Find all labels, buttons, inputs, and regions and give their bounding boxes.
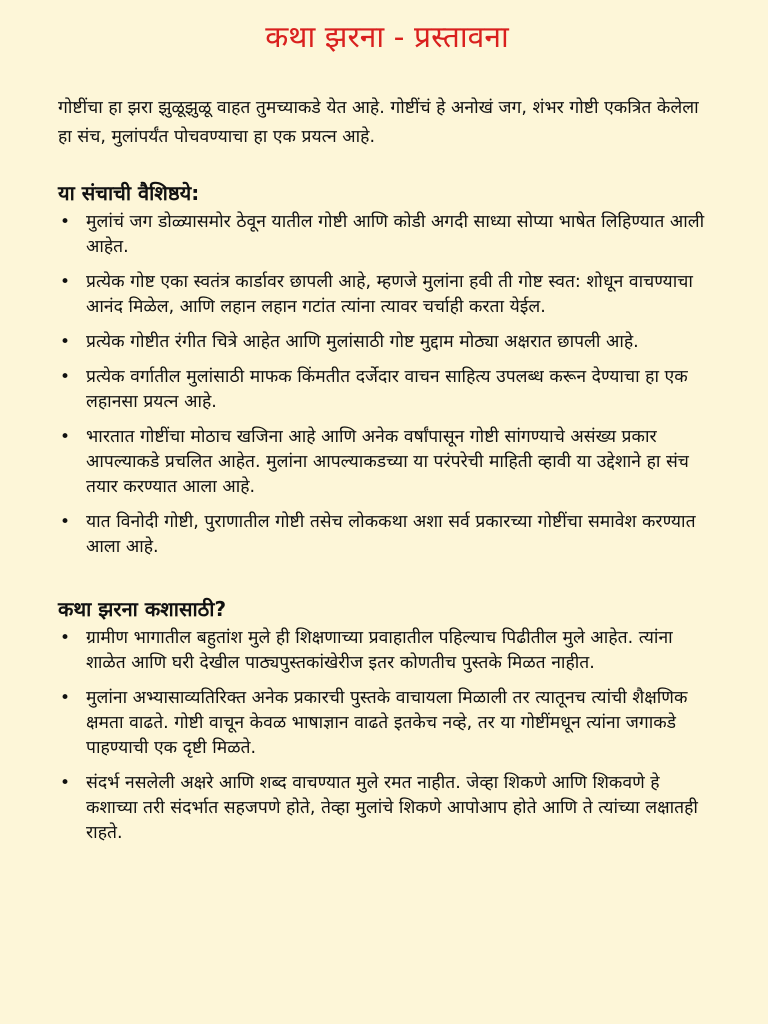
list-item [58, 686, 716, 761]
list-item [58, 510, 716, 560]
list-item-text: ग्रामीण भागातील बहुतांश मुले ही शिक्षणाच्या प्रवाहातील पहिल्याच पिढीतील मुले आहेत. त्यांना शाळेत आणि घरी देखील पाठ्यपुस्तकांखेरीज इतर कोणतीच पुस्तके मिळत नाहीत. [86, 628, 673, 673]
list-item [58, 425, 716, 500]
bullet-icon: • [60, 332, 71, 352]
bullet-icon: • [60, 367, 71, 387]
bullet-icon: • [60, 688, 71, 708]
list-item-text: यात विनोदी गोष्टी, पुराणातील गोष्टी तसेच लोककथा अशा सर्व प्रकारच्या गोष्टींचा समावेश करण्यात आला आहे. [86, 512, 696, 557]
list-item-text: संदर्भ नसलेली अक्षरे आणि शब्द वाचण्यात मुले रमत नाहीत. जेव्हा शिकणे आणि शिकवणे हे कशाच्या तरी संदर्भात सहजपणे होते, तेव्हा मुलांचे शिकणे आपोआप होते आणि ते त्यांच्या लक्षातही राहते. [86, 773, 698, 843]
intro-paragraph: गोष्टींचा हा झरा झुळूझुळू वाहत तुमच्याकडे येत आहे. गोष्टींचं हे अनोखं जग, शंभर गोष्टी एकत्रित केलेला हा संच, मुलांपर्यंत पोचवण्याचा हा एक प्रयत्न आहे. [58, 98, 699, 147]
purpose-heading: कथा झरना कशासाठी? [58, 597, 227, 621]
list-item-text: प्रत्येक गोष्टीत रंगीत चित्रे आहेत आणि मुलांसाठी गोष्ट मुद्दाम मोठ्या अक्षरात छापली आहे. [86, 332, 639, 352]
list-item-text: प्रत्येक वर्गातील मुलांसाठी माफक किंमतीत दर्जेदार वाचन साहित्य उपलब्ध करून देण्याचा हा एक लहानसा प्रयत्न आहे. [86, 367, 688, 412]
list-item [58, 771, 716, 846]
bullet-icon: • [60, 773, 71, 793]
purpose-list [58, 626, 716, 846]
features-list [58, 210, 716, 560]
list-item [58, 626, 716, 676]
bullet-icon: • [60, 212, 71, 232]
list-item [58, 330, 716, 355]
bullet-icon: • [60, 512, 71, 532]
list-item-text: भारतात गोष्टींचा मोठाच खजिना आहे आणि अनेक वर्षांपासून गोष्टी सांगण्याचे असंख्य प्रकार आपल्याकडे प्रचलित आहेत. मुलांना आपल्याकडच्या या परंपरेची माहिती व्हावी या उद्देशाने हा संच तयार करण्यात आला आहे. [86, 427, 689, 497]
features-heading: या संचाची वैशिष्ठये: [58, 181, 200, 205]
list-item-text: मुलांचं जग डोळ्यासमोर ठेवून यातील गोष्टी आणि कोडी अगदी साध्या सोप्या भाषेत लिहिण्यात आली आहेत. [86, 212, 705, 257]
list-item-text: प्रत्येक गोष्ट एका स्वतंत्र कार्डावर छापली आहे, म्हणजे मुलांना हवी ती गोष्ट स्वत: शोधून वाचण्याचा आनंद मिळेल, आणि लहान लहान गटांत त्यांना त्यावर चर्चाही करता येईल. [86, 272, 693, 317]
bullet-icon: • [60, 272, 71, 292]
list-item [58, 270, 716, 320]
bullet-icon: • [60, 628, 71, 648]
list-item-text: मुलांना अभ्यासाव्यतिरिक्त अनेक प्रकारची पुस्तके वाचायला मिळाली तर त्यातूनच त्यांची शैक्षणिक क्षमता वाढते. गोष्टी वाचून केवळ भाषाज्ञान वाढते इतकेच नव्हे, तर या गोष्टींमधून त्यांना जगाकडे पाहण्याची एक दृष्टी मिळते. [86, 688, 688, 758]
bullet-icon: • [60, 427, 71, 447]
list-item [58, 210, 716, 260]
list-item [58, 365, 716, 415]
page-title: कथा झरना - प्रस्तावना [265, 20, 509, 55]
